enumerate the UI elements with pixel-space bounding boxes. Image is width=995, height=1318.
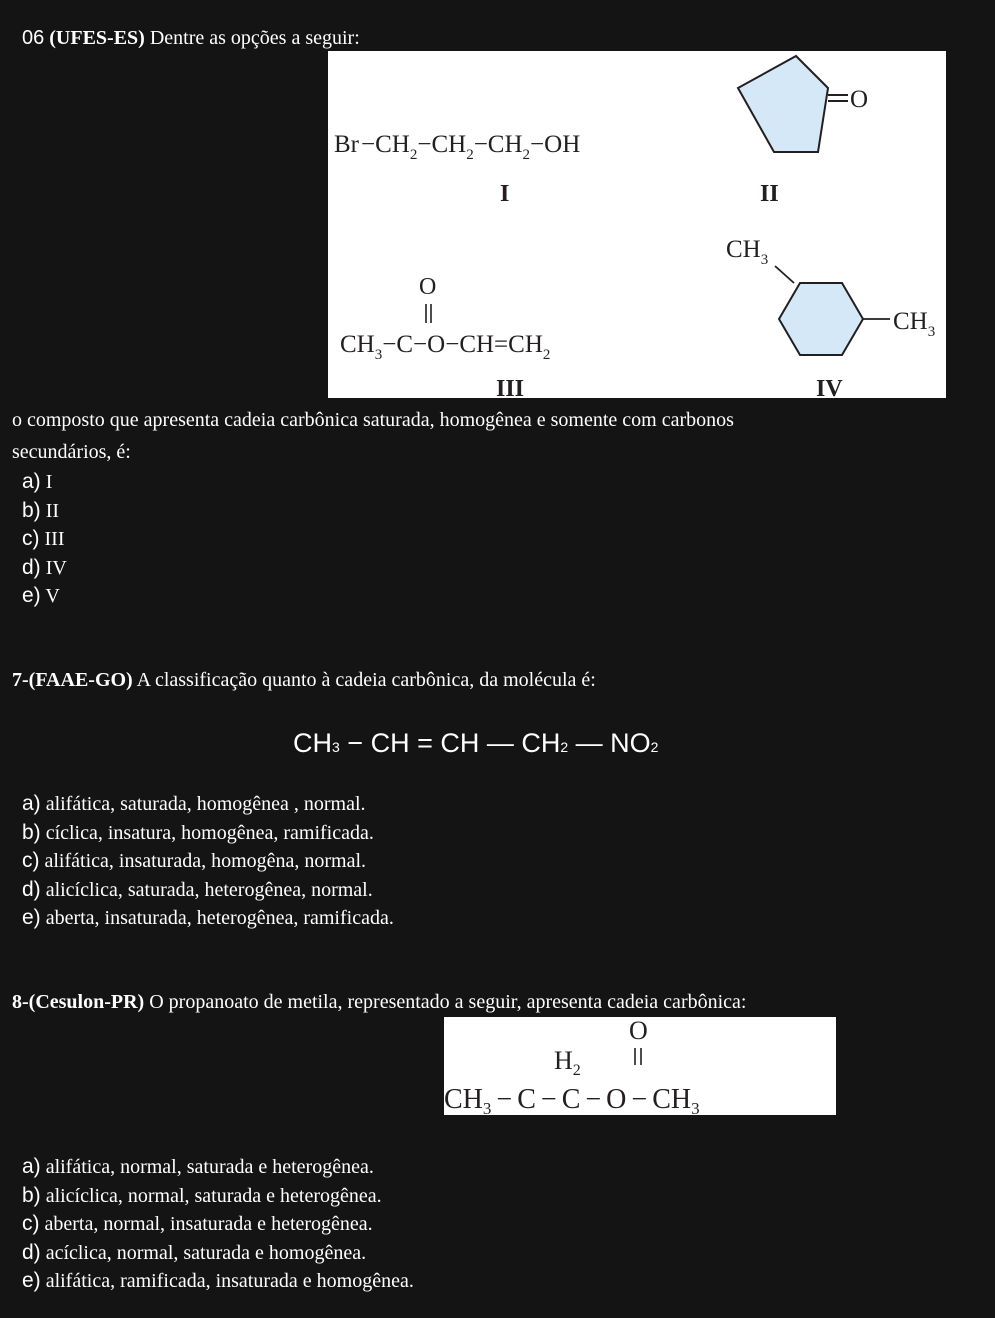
- svg-text:CH3−C−O−CH=CH2: $CH_3-C-O-CH=CH_2$: [340, 331, 551, 363]
- q6-structures-figure: [328, 51, 946, 398]
- q7-formula: CH3 − CH = CH — CH2 — NO2: [293, 728, 659, 758]
- q7-intro: A classificação quanto à cadeia carbônica, da molécula é:: [136, 669, 596, 691]
- cyclopentane-ring: [738, 56, 828, 152]
- structure-iii: [340, 274, 550, 398]
- q7-option-a[interactable]: a) alifática, saturada, homogênea , normal.: [22, 792, 366, 815]
- q8-heading: [12, 990, 746, 1014]
- structure-ii: [738, 56, 868, 207]
- q7-option-d[interactable]: d) alicíclica, saturada, heterogênea, normal.: [22, 877, 373, 901]
- q8-formula-figure: [444, 1017, 836, 1115]
- q6-options: [22, 468, 67, 611]
- q8-carbonyl-oxygen: O: [629, 1017, 648, 1045]
- svg-text:CH3: $CH_3$: [726, 236, 769, 268]
- q7-option-e[interactable]: e) aberta, insaturada, heterogênea, ramificada.: [22, 906, 394, 929]
- q6-intro: Dentre as opções a seguir:: [149, 27, 360, 49]
- q7-option-c[interactable]: c) alifática, insaturada, homogêna, normal.: [22, 849, 367, 872]
- q8-formula-svg: [444, 1017, 836, 1115]
- q6-question-line2: secundários, é:: [12, 441, 131, 463]
- label-iii: III: [496, 376, 525, 398]
- q8-option-e[interactable]: e) alifática, ramificada, insaturada e homogênea.: [22, 1269, 414, 1292]
- svg-text:H2: $H_2$: [554, 1046, 581, 1079]
- q6-question-line1: o composto que apresenta cadeia carbônica saturada, homogênea e somente com carbonos: [12, 409, 734, 431]
- q8-intro: O propanoato de metila, representado a seguir, apresenta cadeia carbônica:: [149, 991, 747, 1013]
- q6-option-e[interactable]: e) V: [22, 584, 60, 607]
- carbonyl-oxygen: O: [419, 274, 437, 300]
- q7-option-b[interactable]: b) cíclica, insatura, homogênea, ramificada.: [22, 820, 374, 844]
- q6-option-d[interactable]: d) IV: [22, 555, 67, 579]
- q8-option-d[interactable]: d) acíclica, normal, saturada e homogênea.: [22, 1240, 367, 1264]
- label-i: I: [500, 181, 510, 207]
- q6-option-b[interactable]: b) II: [22, 498, 60, 522]
- svg-text:Br−CH2−CH2−CH2−OH: $Br-CH_2-CH_2-CH_2-OH$: [334, 131, 581, 163]
- q8-options: [22, 1153, 414, 1296]
- svg-text:CH3: $CH_3$: [893, 308, 936, 340]
- q6-option-c[interactable]: c) III: [22, 527, 65, 550]
- q6-option-a[interactable]: a) I: [22, 470, 53, 493]
- q7-options: [22, 790, 394, 933]
- label-iv: IV: [816, 376, 843, 398]
- structure-i: [334, 131, 580, 207]
- q6-structures-svg: [328, 51, 946, 398]
- label-ii: II: [760, 181, 779, 207]
- q8-source: 8-(Cesulon-PR): [12, 991, 145, 1013]
- q6-number: 06: [22, 27, 45, 49]
- q6-source: (UFES-ES): [49, 27, 145, 49]
- cyclohexane-ring: [779, 283, 863, 355]
- q6-heading: [22, 26, 360, 50]
- svg-text:CH3−C−C−O−CH3: $CH_3 - C - C - O - CH_3$: [444, 1084, 700, 1115]
- ketone-oxygen: O: [850, 86, 869, 113]
- q7-heading: [12, 668, 596, 692]
- structure-iv: [726, 236, 935, 398]
- q8-option-a[interactable]: a) alifática, normal, saturada e heterogênea.: [22, 1155, 374, 1178]
- q8-option-c[interactable]: c) aberta, normal, insaturada e heterogênea.: [22, 1212, 373, 1235]
- q7-source: 7-(FAAE-GO): [12, 669, 133, 691]
- q8-option-b[interactable]: b) alicíclica, normal, saturada e heterogênea.: [22, 1183, 382, 1207]
